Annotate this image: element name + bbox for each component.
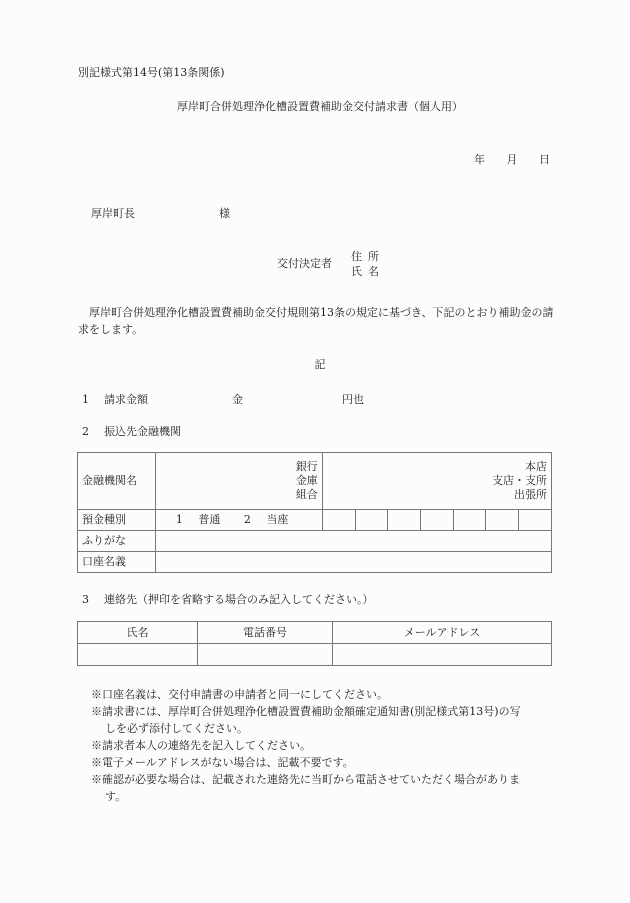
body-text: 厚岸町合併処理浄化槽設置費補助金交付規則第13条の規定に基づき、下記のとおり補助金の請求をします。 bbox=[78, 306, 554, 336]
amount-suffix: 円也 bbox=[342, 393, 364, 406]
document-title: 厚岸町合併処理浄化槽設置費補助金交付請求書（個人用） bbox=[177, 100, 463, 113]
form-number: 別記様式第14号(第13条関係) bbox=[78, 66, 225, 79]
item-number: 3 bbox=[82, 593, 89, 606]
type-shinkin: 金庫 bbox=[295, 474, 318, 487]
option-futsu[interactable]: 普通 bbox=[198, 513, 221, 526]
addressee-name: 厚岸町長 bbox=[91, 207, 135, 220]
contact-email-field[interactable] bbox=[333, 644, 552, 666]
deposit-type-row bbox=[78, 510, 552, 531]
addressee bbox=[91, 207, 230, 221]
note-item-continuation: しを必ず添付してください。 bbox=[105, 722, 248, 735]
institution-name-field[interactable] bbox=[155, 453, 322, 510]
account-holder-label: 口座名義 bbox=[78, 552, 156, 573]
furigana-row bbox=[78, 531, 552, 552]
account-digit-cell[interactable] bbox=[322, 510, 355, 531]
date-day: 日 bbox=[539, 153, 550, 166]
branch-office: 出張所 bbox=[514, 488, 547, 501]
date-line bbox=[456, 153, 550, 167]
branch-name-field[interactable] bbox=[322, 453, 551, 510]
name-label: 氏名 bbox=[351, 265, 385, 278]
institution-label: 金融機関名 bbox=[78, 453, 156, 510]
furigana-label: ふりがな bbox=[78, 531, 156, 552]
deposit-type-options[interactable] bbox=[155, 510, 322, 531]
bank-section-label: 振込先金融機関 bbox=[104, 425, 181, 438]
contact-header-row bbox=[78, 622, 552, 644]
account-holder-row bbox=[78, 552, 552, 573]
note-item: ※請求書には、厚岸町合併処理浄化槽設置費補助金額確定通知書(別記様式第13号)の写 bbox=[91, 705, 521, 718]
branch-branch: 支店・支所 bbox=[492, 474, 547, 487]
account-digit-cell[interactable] bbox=[453, 510, 486, 531]
claim-amount-label: 請求金額 bbox=[104, 393, 148, 406]
address-label: 住所 bbox=[351, 250, 385, 263]
account-digit-cell[interactable] bbox=[355, 510, 388, 531]
contact-table bbox=[77, 621, 552, 666]
header-phone: 電話番号 bbox=[198, 622, 333, 644]
branch-main: 本店 bbox=[525, 460, 547, 473]
header-email: メールアドレス bbox=[333, 622, 552, 644]
contact-section-label: 連絡先（押印を省略する場合のみ記入してください。） bbox=[104, 593, 374, 606]
date-month: 月 bbox=[506, 153, 518, 166]
note-item: ※口座名義は、交付申請書の申請者と同一にしてください。 bbox=[91, 688, 388, 701]
bank-table bbox=[77, 452, 552, 573]
note-item: ※請求者本人の連絡先を記入してください。 bbox=[91, 739, 311, 752]
date-year: 年 bbox=[474, 153, 485, 166]
account-digit-cell[interactable] bbox=[421, 510, 454, 531]
recipient-label: 交付決定者 bbox=[277, 257, 332, 270]
account-digit-cell[interactable] bbox=[519, 510, 552, 531]
bank-name-row bbox=[78, 453, 552, 510]
option-toza-number: 2 bbox=[243, 513, 251, 526]
option-futsu-number: 1 bbox=[175, 513, 183, 526]
ki-heading: 記 bbox=[314, 358, 326, 371]
bank-section-heading bbox=[82, 425, 181, 439]
account-digit-cell[interactable] bbox=[388, 510, 421, 531]
contact-name-field[interactable] bbox=[78, 644, 198, 666]
type-kumiai: 組合 bbox=[295, 488, 318, 501]
header-name: 氏名 bbox=[78, 622, 198, 644]
addressee-honorific: 様 bbox=[219, 207, 230, 220]
contact-phone-field[interactable] bbox=[198, 644, 333, 666]
note-item: ※電子メールアドレスがない場合は、記載不要です。 bbox=[91, 756, 354, 769]
note-item-continuation: す。 bbox=[105, 790, 127, 803]
item-number: 1 bbox=[82, 393, 89, 406]
amount-prefix: 金 bbox=[232, 393, 243, 406]
account-digit-cell[interactable] bbox=[486, 510, 519, 531]
contact-value-row bbox=[78, 644, 552, 666]
option-toza[interactable]: 当座 bbox=[266, 513, 289, 526]
item-number: 2 bbox=[82, 425, 89, 438]
type-bank: 銀行 bbox=[295, 460, 318, 473]
deposit-type-label: 預金種別 bbox=[78, 510, 156, 531]
notes bbox=[91, 686, 521, 805]
recipient-fields bbox=[351, 249, 385, 279]
note-item: ※確認が必要な場合は、記載された連絡先に当町から電話させていただく場合がありま bbox=[91, 773, 520, 786]
furigana-field[interactable] bbox=[155, 531, 551, 552]
contact-section-heading bbox=[82, 593, 374, 607]
account-holder-field[interactable] bbox=[155, 552, 551, 573]
claim-amount-line bbox=[82, 393, 364, 407]
